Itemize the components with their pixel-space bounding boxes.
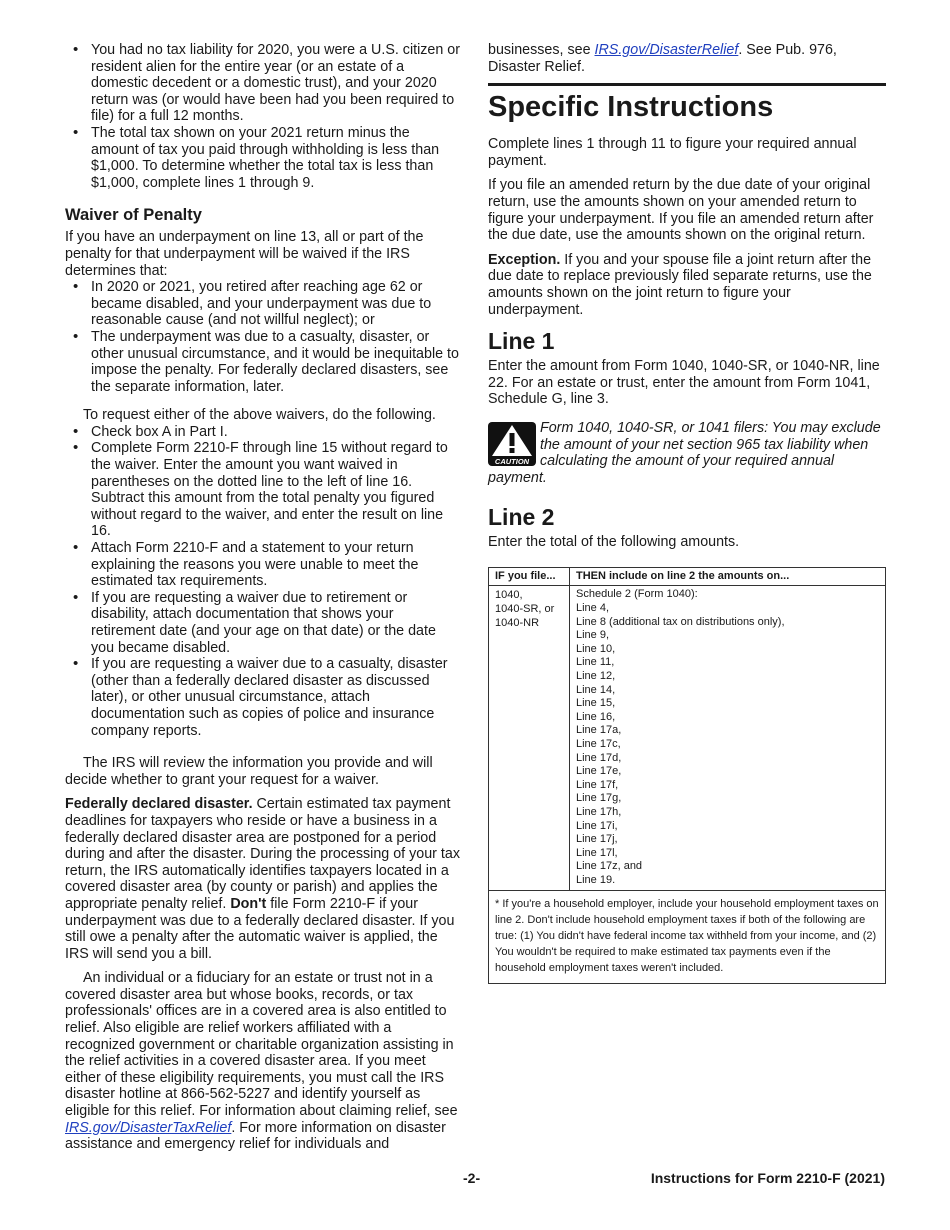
cell-line: Line 17g, [576, 792, 622, 805]
list-item: • You had no tax liability for 2020, you were a U.S. citizen or resident alien for the entire year (or an estate of a domestic decedent or a domestic trust), and your 2020 return was (or would have been had you been required to file) for a full 12 months. [65, 42, 461, 125]
disaster-heading: Federally declared disaster. [65, 796, 253, 813]
list-item: • If you are requesting a waiver due to a casualty, disaster (other than a federally declared disaster as discussed later), or other unusual circumstance, attach documentation such as copies of police and insurance company reports. [65, 656, 461, 739]
list-item: • Complete Form 2210-F through line 15 without regard to the waiver. Enter the amount you want waived in parentheses on the dotted line to the left of line 16. Subtract this amount from the total penalty you figured without regard to the waiver, and enter the result on line 16. [65, 440, 461, 540]
caution-label: CAUTION [494, 456, 530, 466]
cell-line: Line 17d, [576, 751, 622, 764]
line1-heading: Line 1 [488, 328, 555, 355]
cell-line: Line 14, [576, 683, 616, 696]
list-item: • In 2020 or 2021, you retired after reaching age 62 or became disabled, and your underpayment was due to reasonable cause (and not willful neglect); or [65, 279, 461, 329]
list-item: • The underpayment was due to a casualty, disaster, or other unusual circumstance, and it would be inequitable to impose the penalty. For federally declared disasters, see the separate information, later. [65, 329, 461, 395]
waiver-intro: If you have an underpayment on line 13, all or part of the penalty for that underpayment will be waived if the IRS determines that: [65, 229, 424, 279]
cell-line: Line 17h, [576, 805, 622, 818]
table-note-row [489, 890, 886, 983]
caution-note [488, 420, 886, 486]
line2-text: Enter the total of the following amounts. [488, 534, 740, 551]
text: file Form 2210-F if your underpayment was due to a federally declared disaster. If you still owe a penalty after the automatic waiver is applied, the IRS will send you a bill. [65, 895, 455, 962]
cell-line: 1040, [495, 589, 523, 602]
column-header: THEN include on line 2 the amounts on... [570, 567, 886, 586]
table-note: * If you're a household employer, include your household employment taxes on line 2. Don't include household employment taxes if both of the following are true: (1) You didn't have federal income tax withheld from your income, and (2) You wouldn't be required to make estimated tax payments even if the household employment taxes weren't included. [489, 890, 886, 983]
cell-line: Line 17f, [576, 778, 619, 791]
amended-paragraph: If you file an amended return by the due date of your original return, use the amounts shown on your amended return to figure your underpayment. If you file an amended return after the due date, use the amounts shown on the original return. [488, 177, 874, 244]
right-column [488, 42, 886, 984]
request-bullets [65, 424, 461, 739]
cell-line: 1040-NR [495, 616, 540, 629]
text: An individual or a fiduciary for an estate or trust not in a covered disaster area but whose books, records, or tax professionals' offices are in a covered area is also entitled to relief. Also eligible are relief workers affiliated with a recognized government or charitable organization assisting in the relief activities in a covered disaster area. If you meet either of these eligibility requirements, you must call the IRS disaster hotline at 866-562-5227 and identify yourself as eligible for this relief. For information about claiming relief, see [65, 970, 458, 1120]
disaster-paragraph [65, 796, 461, 962]
emphasis: Don't [230, 895, 267, 912]
cell-line: Line 17l, [576, 846, 618, 859]
exception-label: Exception. [488, 251, 561, 268]
cell-line: Line 8 (additional tax on distributions only), [576, 615, 785, 628]
cell-line: Line 17i, [576, 819, 618, 832]
waiver-heading: Waiver of Penalty [65, 206, 202, 225]
cell-line: Line 9, [576, 629, 610, 642]
cell-line: Line 17z, and [576, 860, 643, 873]
cell-line: Line 17j, [576, 833, 618, 846]
list-item: • If you are requesting a waiver due to retirement or disability, attach documentation that shows your retirement date (and your age on that date) or the date you became disabled. [65, 590, 461, 656]
cell-line: Line 12, [576, 670, 616, 683]
text: Certain estimated tax payment deadlines for taxpayers who reside or have a business in a federally declared disaster area are postponed for a period during and after the disaster. During the processing of your tax return, the IRS automatically identifies taxpayers located in a covered disaster area (by county or parish) and applies the appropriate penalty relief. [65, 796, 460, 912]
cell-line: Line 4, [576, 602, 610, 615]
footer-title: Instructions for Form 2210-F (2021) [650, 1170, 885, 1186]
list-item: • The total tax shown on your 2021 return minus the amount of tax you paid through withholding is less than $1,000. To determine whether the total tax is less than $1,000, complete lines 1 through 9. [65, 125, 461, 191]
section-heading: Specific Instructions [488, 83, 886, 124]
caution-text: Form 1040, 1040-SR, or 1041 filers: You may exclude the amount of your net section 965 tax liability when calculating the amount of your required annual payment. [488, 419, 881, 486]
review-paragraph: The IRS will review the information you provide and will decide whether to grant your request for a waiver. [65, 755, 433, 788]
intro-paragraph: Complete lines 1 through 11 to figure your required annual payment. [488, 136, 857, 169]
cell-line: Line 17e, [576, 765, 622, 778]
table-row [489, 586, 886, 890]
column-header: IF you file... [489, 567, 570, 586]
filer-cell [489, 586, 570, 890]
line2-heading: Line 2 [488, 504, 555, 531]
text: . For more information on disaster assistance and emergency relief for individuals and [65, 1119, 446, 1153]
request-intro: To request either of the above waivers, do the following. [83, 407, 436, 424]
left-column [65, 42, 461, 1161]
cell-line: Line 11, [576, 656, 615, 669]
table-header-row [489, 567, 886, 586]
cell-line: Line 17a, [576, 724, 622, 737]
page-number: -2- [463, 1170, 481, 1186]
disaster-relief-link[interactable]: IRS.gov/DisasterRelief [594, 42, 739, 58]
text: If you and your spouse file a joint return after the due date to replace previously filed separate returns, use the amounts shown on the joint return to figure your underpayment. [488, 251, 872, 318]
eligibility-bullets [65, 42, 461, 191]
list-item: • Check box A in Part I. [65, 424, 461, 441]
cell-line: Line 19. [576, 873, 616, 886]
line2-table [488, 567, 886, 984]
line1-text: Enter the amount from Form 1040, 1040-SR, or 1040-NR, line 22. For an estate or trust, enter the amount from Form 1041, Schedule G, line 3. [488, 358, 880, 408]
cell-line: Line 16, [576, 710, 616, 723]
amounts-cell [570, 586, 886, 890]
continued-paragraph [488, 42, 886, 75]
text: businesses, see [488, 42, 595, 58]
exception-paragraph [488, 252, 886, 318]
cell-line: Line 15, [576, 697, 616, 710]
relief-paragraph [65, 970, 461, 1153]
list-item: • Attach Form 2210-F and a statement to your return explaining the reasons you were unable to meet the estimated tax requirements. [65, 540, 461, 590]
text: . See Pub. 976, Disaster Relief. [488, 42, 837, 75]
cell-line: Line 17c, [576, 738, 621, 750]
caution-icon [488, 422, 536, 466]
cell-line: Schedule 2 (Form 1040): [576, 588, 698, 601]
cell-line: Line 10, [576, 642, 616, 655]
waiver-bullets [65, 279, 461, 395]
cell-line: 1040-SR, or [495, 603, 555, 616]
disaster-tax-relief-link[interactable]: IRS.gov/DisasterTaxRelief [65, 1119, 232, 1136]
